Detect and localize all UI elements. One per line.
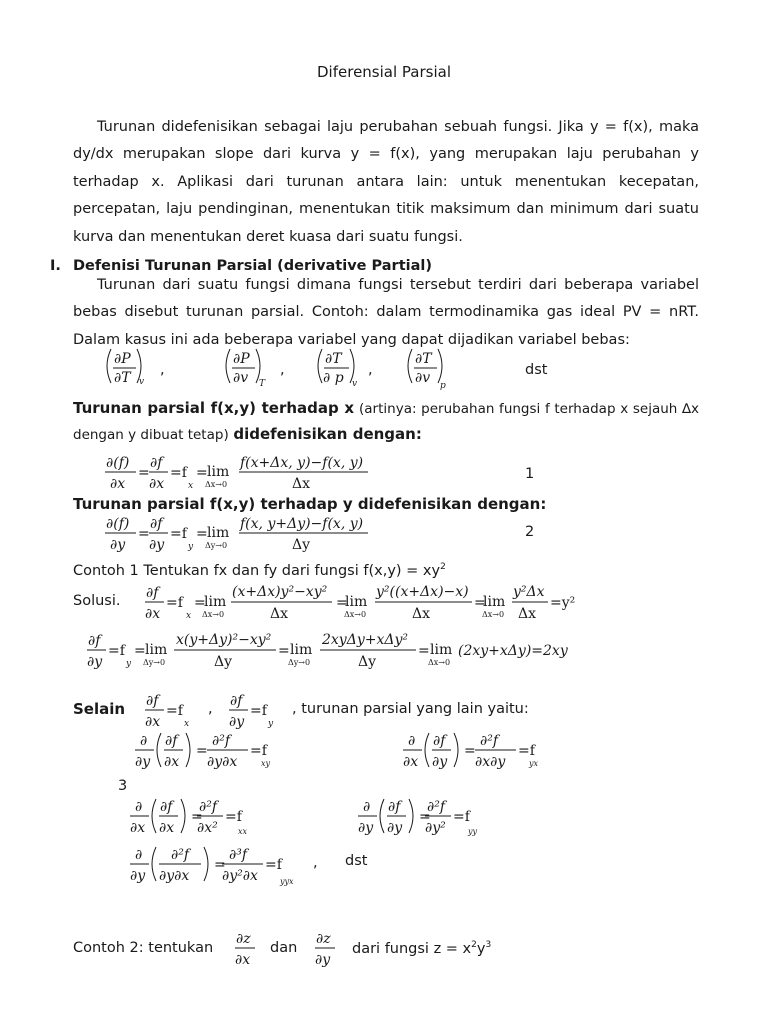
svg-text:f(x+Δx, y)−f(x, y): f(x+Δx, y)−f(x, y) <box>240 455 364 471</box>
intro-paragraph: Turunan didefenisikan sebagai laju perubahan sebuah fungsi. Jika y = f(x), maka dy/dx merupakan slope dari kurva y = f(x), yang merupakan laju perubahan y terhadap x. Aplikasi dari turunan antara lain: untuk menentukan kecepatan, percepatan, laju pendinginan, menentukan titik maksimum dan minimum dari suatu kurva dan menentukan deret kuasa dari suatu fungsi. <box>73 119 699 245</box>
section-paragraph: Turunan dari suatu fungsi dimana fungsi tersebut terdiri dari beberapa variabel bebas disebut turunan parsial. Contoh: dalam termodinamika gas ideal PV = nRT. Dalam kasus ini ada beberapa variabel yang dapat dijadikan variabel bebas: <box>73 277 699 348</box>
svg-text:∂x: ∂x <box>235 952 251 968</box>
selain-rest-text: , turunan parsial yang lain yaitu: <box>292 701 529 717</box>
svg-text:∂P: ∂P <box>114 351 131 367</box>
svg-text:∂f: ∂f <box>433 733 446 749</box>
svg-text:Δy→0: Δy→0 <box>205 541 228 550</box>
svg-text:y: y <box>126 659 132 669</box>
svg-text:=: = <box>196 743 208 759</box>
svg-text:∂f: ∂f <box>88 633 101 649</box>
third-partial-formula <box>125 842 345 890</box>
svg-text:=: = <box>214 857 226 873</box>
svg-text:∂: ∂ <box>135 799 143 815</box>
svg-text:lim: lim <box>145 642 168 658</box>
comma: , <box>313 855 318 871</box>
example1-text: Contoh 1 Tentukan fx dan fy dari fungsi $f(x,y) = xy^2$ <box>73 562 446 579</box>
svg-text:v: v <box>139 377 145 387</box>
svg-text:lim: lim <box>483 594 506 610</box>
svg-text:=f: =f <box>170 465 187 481</box>
svg-text:∂(f): ∂(f) <box>106 455 130 471</box>
svg-text:∂f: ∂f <box>146 585 159 601</box>
svg-text:∂y: ∂y <box>135 754 151 770</box>
svg-text:Δy: Δy <box>358 654 377 670</box>
svg-text:∂y²∂x: ∂y²∂x <box>222 868 258 884</box>
svg-text:y²Δx: y²Δx <box>513 584 545 600</box>
svg-text:y: y <box>188 542 194 552</box>
svg-text:y: y <box>268 719 274 729</box>
svg-text:Δy→0: Δy→0 <box>288 658 311 667</box>
svg-text:x: x <box>184 719 190 729</box>
svg-text:∂x∂y: ∂x∂y <box>475 754 506 770</box>
svg-text:=f: =f <box>170 526 187 542</box>
svg-text:∂y: ∂y <box>387 820 403 836</box>
svg-text:∂²f: ∂²f <box>480 733 499 749</box>
dz-dx-fraction <box>230 926 262 970</box>
svg-text:∂: ∂ <box>140 733 148 749</box>
svg-text:∂x: ∂x <box>403 754 419 770</box>
svg-text:∂: ∂ <box>408 733 416 749</box>
mixed-partial-formulas <box>130 728 630 774</box>
selain-label: Selain <box>73 700 126 718</box>
fx-solution-formula <box>140 580 600 626</box>
svg-text:∂x: ∂x <box>159 820 175 836</box>
svg-text:∂y: ∂y <box>149 537 165 553</box>
svg-text:∂y: ∂y <box>432 754 448 770</box>
svg-text:Δx: Δx <box>518 606 537 622</box>
svg-text:Δx→0: Δx→0 <box>344 610 367 619</box>
svg-text:(2xy+xΔy)=2xy: (2xy+xΔy)=2xy <box>458 643 568 659</box>
svg-text:=f: =f <box>265 857 282 873</box>
svg-text:∂f: ∂f <box>388 799 401 815</box>
svg-text:f(x, y+Δy)−f(x, y): f(x, y+Δy)−f(x, y) <box>240 516 364 532</box>
svg-text:∂f: ∂f <box>160 799 173 815</box>
example2-text: Contoh 2: tentukan <box>73 940 214 956</box>
svg-text:∂v: ∂v <box>233 370 249 386</box>
svg-text:Δx: Δx <box>270 606 289 622</box>
comma: , <box>280 362 285 378</box>
svg-text:yx: yx <box>529 759 539 768</box>
svg-text:=: = <box>464 743 476 759</box>
fx-limit-formula <box>100 450 400 496</box>
svg-text:Δx→0: Δx→0 <box>482 610 505 619</box>
svg-text:=y²: =y² <box>550 595 576 611</box>
svg-text:lim: lim <box>290 642 313 658</box>
svg-text:(x+Δx)y²−xy²: (x+Δx)y²−xy² <box>232 584 328 600</box>
svg-text:Δy→0: Δy→0 <box>143 658 166 667</box>
svg-text:=: = <box>138 526 150 542</box>
svg-text:=: = <box>196 526 208 542</box>
second-partial-formulas <box>125 794 625 840</box>
svg-text:=f: =f <box>518 743 535 759</box>
svg-text:Δy: Δy <box>292 537 311 553</box>
equation-number: 1 <box>525 466 535 482</box>
svg-text:=: = <box>191 809 203 825</box>
svg-text:lim: lim <box>207 464 230 480</box>
svg-text:2xyΔy+xΔy²: 2xyΔy+xΔy² <box>322 632 408 648</box>
svg-text:∂ p: ∂ p <box>323 370 344 386</box>
svg-text:∂x²: ∂x² <box>197 820 218 836</box>
svg-text:yy: yy <box>468 827 478 836</box>
svg-text:∂: ∂ <box>135 847 143 863</box>
svg-text:∂f: ∂f <box>150 455 163 471</box>
svg-text:x: x <box>186 611 192 621</box>
svg-text:∂f: ∂f <box>146 693 159 709</box>
fy-definition-heading: Turunan parsial f(x,y) terhadap y didefenisikan dengan: <box>73 495 547 513</box>
svg-text:Δy: Δy <box>214 654 233 670</box>
svg-text:∂y: ∂y <box>358 820 374 836</box>
dan-text: dan <box>270 940 298 956</box>
svg-text:∂²f: ∂²f <box>212 733 231 749</box>
svg-text:Δx→0: Δx→0 <box>428 658 451 667</box>
fx-definition-text: Turunan parsial f(x,y) terhadap x (artinya: perubahan fungsi f terhadap x sejauh ∆x dengan y dibuat tetap) didefenisikan dengan: <box>73 399 700 443</box>
svg-text:∂y: ∂y <box>130 868 146 884</box>
page-title: Diferensial Parsial <box>317 63 451 81</box>
svg-text:Δx→0: Δx→0 <box>205 480 228 489</box>
svg-text:∂z: ∂z <box>316 931 331 947</box>
svg-text:=: = <box>418 643 430 659</box>
section-number: I. <box>50 258 61 274</box>
svg-text:∂²f: ∂²f <box>199 799 218 815</box>
svg-text:Δx: Δx <box>292 476 311 492</box>
svg-text:=: = <box>474 595 486 611</box>
svg-text:∂y: ∂y <box>87 654 103 670</box>
svg-text:∂x: ∂x <box>110 476 126 492</box>
equation-number: 3 <box>118 778 128 794</box>
svg-text:∂T: ∂T <box>325 351 342 367</box>
svg-text:∂y∂x: ∂y∂x <box>159 868 190 884</box>
svg-text:y²((x+Δx)−x): y²((x+Δx)−x) <box>376 584 469 600</box>
svg-text:=: = <box>419 809 431 825</box>
svg-text:lim: lim <box>345 594 368 610</box>
svg-text:∂y: ∂y <box>110 537 126 553</box>
svg-text:∂z: ∂z <box>236 931 251 947</box>
svg-text:=: = <box>194 595 206 611</box>
svg-text:∂y∂x: ∂y∂x <box>207 754 238 770</box>
svg-text:=: = <box>336 595 348 611</box>
svg-text:yyx: yyx <box>280 877 294 886</box>
svg-text:lim: lim <box>207 525 230 541</box>
svg-text:=f: =f <box>166 595 183 611</box>
svg-text:∂T: ∂T <box>114 370 131 386</box>
solution-label: Solusi. <box>73 593 121 609</box>
svg-text:∂y²: ∂y² <box>425 820 446 836</box>
svg-text:=f: =f <box>453 809 470 825</box>
svg-text:∂y: ∂y <box>229 714 245 730</box>
svg-text:=f: =f <box>250 703 267 719</box>
svg-text:=f: =f <box>225 809 242 825</box>
svg-text:∂P: ∂P <box>233 351 250 367</box>
svg-text:∂f: ∂f <box>230 693 243 709</box>
svg-text:=f: =f <box>250 743 267 759</box>
svg-text:∂(f): ∂(f) <box>106 516 130 532</box>
svg-text:∂x: ∂x <box>130 820 146 836</box>
svg-text:xx: xx <box>238 827 248 836</box>
svg-text:∂y: ∂y <box>315 952 331 968</box>
svg-text:=f: =f <box>166 703 183 719</box>
svg-text:=: = <box>134 643 146 659</box>
svg-text:∂³f: ∂³f <box>229 847 248 863</box>
svg-text:∂²f: ∂²f <box>171 847 190 863</box>
dst-label: dst <box>525 362 548 378</box>
svg-text:∂²f: ∂²f <box>427 799 446 815</box>
svg-text:∂x: ∂x <box>149 476 165 492</box>
svg-text:x(y+Δy)²−xy²: x(y+Δy)²−xy² <box>176 632 272 648</box>
dst-label: dst <box>345 853 368 869</box>
comma: , <box>160 362 165 378</box>
svg-text:Δx: Δx <box>412 606 431 622</box>
comma: , <box>208 701 213 717</box>
svg-text:Δx→0: Δx→0 <box>202 610 225 619</box>
comma: , <box>368 362 373 378</box>
svg-text:∂f: ∂f <box>150 516 163 532</box>
section-heading: Defenisi Turunan Parsial (derivative Partial) <box>73 258 432 274</box>
svg-text:lim: lim <box>430 642 453 658</box>
svg-text:∂v: ∂v <box>415 370 431 386</box>
svg-text:∂T: ∂T <box>415 351 432 367</box>
svg-text:v: v <box>352 379 358 389</box>
dz-dy-fraction <box>310 926 342 970</box>
svg-text:∂: ∂ <box>363 799 371 815</box>
svg-text:xy: xy <box>261 759 271 768</box>
svg-text:∂x: ∂x <box>145 714 161 730</box>
svg-text:p: p <box>440 381 446 391</box>
svg-text:=: = <box>196 465 208 481</box>
svg-text:∂x: ∂x <box>145 606 161 622</box>
fy-limit-formula <box>100 511 400 557</box>
svg-text:=f: =f <box>108 643 125 659</box>
example2-function-text: dari fungsi $z = x^2y^3$ <box>352 940 492 957</box>
fy-solution-formula <box>82 628 582 674</box>
svg-text:lim: lim <box>204 594 227 610</box>
svg-text:x: x <box>188 481 194 491</box>
svg-text:=: = <box>278 643 290 659</box>
svg-text:T: T <box>259 379 266 389</box>
svg-text:∂x: ∂x <box>164 754 180 770</box>
svg-text:=: = <box>138 465 150 481</box>
equation-number: 2 <box>525 524 535 540</box>
svg-text:∂f: ∂f <box>165 733 178 749</box>
